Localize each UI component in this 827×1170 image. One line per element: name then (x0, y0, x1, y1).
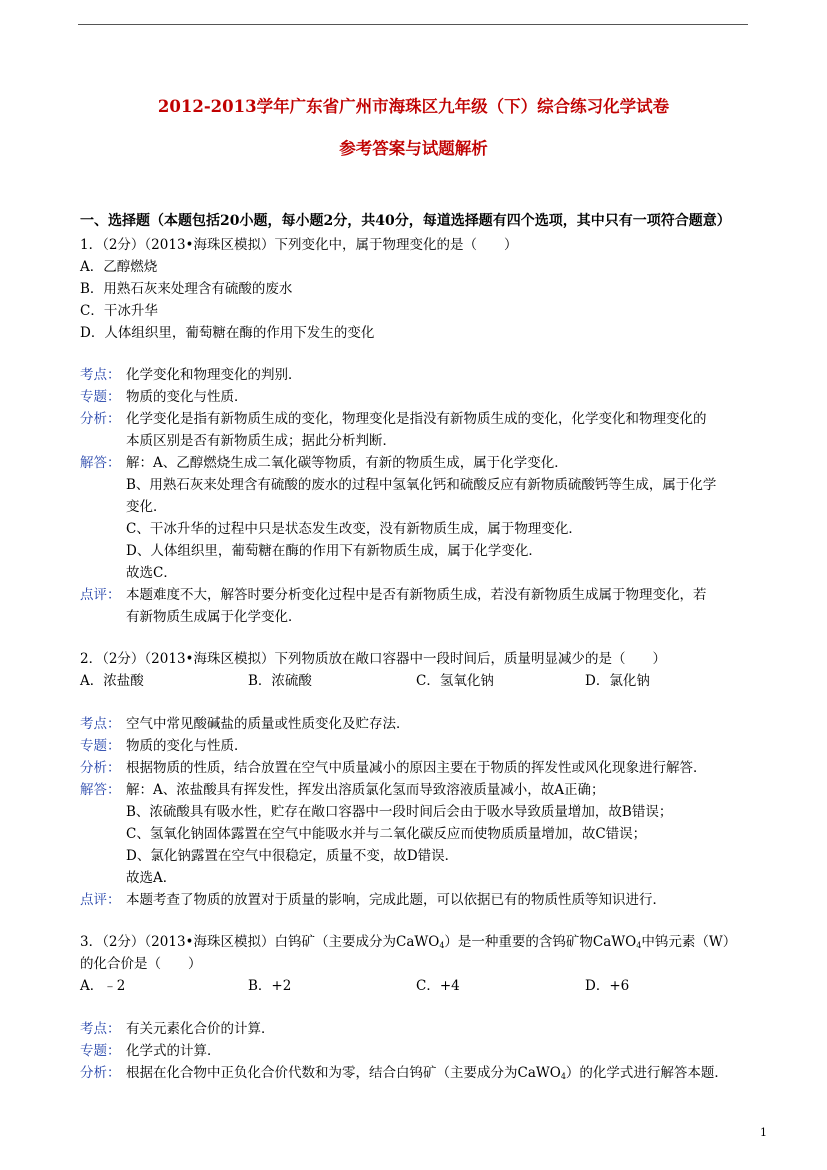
page-title: 2012-2013学年广东省广州市海珠区九年级（下）综合练习化学试卷 (157, 97, 670, 116)
q2-stem: 2．（2分）（2013•海珠区模拟）下列物质放在敞口容器中一段时间后，质量明显减少的是（ ） (80, 651, 666, 667)
q3-stem-part: ）是一种重要的含钨矿物CaWO (444, 934, 637, 950)
q3-fenxi-label: 分析： (80, 1065, 121, 1081)
q2-option-c: C．氢氧化钠 (416, 673, 494, 689)
q1-option-d: D．人体组织里，葡萄糖在酶的作用下发生的变化 (80, 325, 375, 341)
q3-option-b: B．+2 (248, 978, 292, 994)
q1-option-a: A．乙醇燃烧 (80, 259, 158, 275)
q2-option-d: D．氯化钠 (585, 673, 650, 689)
q3-kaodian-label: 考点： (80, 1021, 121, 1037)
q3-stem-line2: 的化合价是（ ） (80, 956, 202, 972)
q1-jieda-line: 故选C． (126, 565, 177, 581)
q3-kaodian: 有关元素化合价的计算． (126, 1021, 275, 1037)
q1-jieda-label: 解答： (80, 455, 121, 471)
q2-kaodian: 空气中常见酸碱盐的质量或性质变化及贮存法． (126, 716, 410, 732)
q2-dianping-label: 点评： (80, 892, 121, 908)
q1-stem: 1．（2分）（2013•海珠区模拟）下列变化中，属于物理变化的是（ ） (80, 237, 518, 253)
q1-jieda-line: B、用熟石灰来处理含有硫酸的废水的过程中氢氧化钙和硫酸反应有新物质硫酸钙等生成，属于化学 (126, 477, 717, 493)
section-heading: 一、选择题（本题包括20小题，每小题2分，共40分，每道选择题有四个选项，其中只有一项符合题意） (80, 213, 731, 229)
header-rule (78, 24, 748, 25)
q1-fenxi-line: 化学变化是指有新物质生成的变化，物理变化是指没有新物质生成的变化，化学变化和物理变化的 (126, 411, 707, 427)
q1-kaodian-label: 考点： (80, 367, 121, 383)
q3-zhuanti: 化学式的计算． (126, 1043, 221, 1059)
q2-jieda-line: D、氯化钠露置在空气中很稳定，质量不变，故D错误． (126, 848, 459, 864)
q2-fenxi-label: 分析： (80, 760, 121, 776)
q2-option-b: B．浓硫酸 (248, 673, 312, 689)
q3-zhuanti-label: 专题： (80, 1043, 121, 1059)
q1-jieda-line: 解：A、乙醇燃烧生成二氧化碳等物质，有新的物质生成，属于化学变化． (126, 455, 568, 471)
q1-dianping-line: 本题难度不大，解答时要分析变化过程中是否有新物质生成，若没有新物质生成属于物理变化，若 (126, 587, 707, 603)
q1-option-c: C．干冰升华 (80, 303, 158, 319)
q2-jieda-line: B、浓硫酸具有吸水性，贮存在敞口容器中一段时间后会由于吸水导致质量增加，故B错误； (126, 804, 673, 820)
subscript: 4 (560, 1072, 566, 1081)
q2-jieda-line: C、氢氧化钠固体露置在空气中能吸水并与二氧化碳反应而使物质质量增加，故C错误； (126, 826, 647, 842)
q1-dianping-label: 点评： (80, 587, 121, 603)
q3-option-c: C．+4 (416, 978, 460, 994)
q3-option-a: A．﹣2 (80, 978, 126, 994)
subscript: 4 (636, 941, 642, 950)
q1-jieda-line: 变化． (126, 499, 167, 515)
q3-fenxi-part: 根据在化合物中正负化合价代数和为零，结合白钨矿（主要成分为CaWO (126, 1065, 561, 1081)
q2-zhuanti: 物质的变化与性质． (126, 738, 248, 754)
q3-stem (80, 930, 736, 950)
q1-option-b: B．用熟石灰来处理含有硫酸的废水 (80, 281, 293, 297)
q3-fenxi-part: ）的化学式进行解答本题． (565, 1065, 728, 1081)
q3-stem-part: 中钨元素（W） (641, 934, 737, 950)
q1-kaodian: 化学变化和物理变化的判别． (126, 367, 302, 383)
q1-fenxi-line: 本质区别是否有新物质生成；据此分析判断． (126, 433, 396, 449)
subscript: 4 (439, 941, 445, 950)
q2-jieda-line: 解：A、浓盐酸具有挥发性，挥发出溶质氯化氢而导致溶液质量减小，故A正确； (126, 782, 605, 798)
q2-jieda-label: 解答： (80, 782, 121, 798)
q2-zhuanti-label: 专题： (80, 738, 121, 754)
page-subtitle: 参考答案与试题解析 (339, 139, 488, 158)
q3-fenxi (126, 1061, 728, 1081)
q2-fenxi: 根据物质的性质，结合放置在空气中质量减小的原因主要在于物质的挥发性或风化现象进行解答． (126, 760, 707, 776)
q1-zhuanti-label: 专题： (80, 389, 121, 405)
q2-option-a: A．浓盐酸 (80, 673, 144, 689)
q2-kaodian-label: 考点： (80, 716, 121, 732)
q1-zhuanti: 物质的变化与性质． (126, 389, 248, 405)
page-number: 1 (760, 1126, 767, 1139)
q1-jieda-line: D、人体组织里，葡萄糖在酶的作用下有新物质生成，属于化学变化． (126, 543, 542, 559)
q3-stem-part: 3．（2分）（2013•海珠区模拟）白钨矿（主要成分为CaWO (80, 934, 440, 950)
q1-dianping-line: 有新物质生成属于化学变化． (126, 609, 302, 625)
q1-jieda-line: C、干冰升华的过程中只是状态发生改变，没有新物质生成，属于物理变化． (126, 521, 582, 537)
q1-fenxi-label: 分析： (80, 411, 121, 427)
q2-jieda-line: 故选A． (126, 870, 177, 886)
q3-option-d: D．+6 (585, 978, 630, 994)
q2-dianping: 本题考查了物质的放置对于质量的影响，完成此题，可以依据已有的物质性质等知识进行． (126, 892, 666, 908)
